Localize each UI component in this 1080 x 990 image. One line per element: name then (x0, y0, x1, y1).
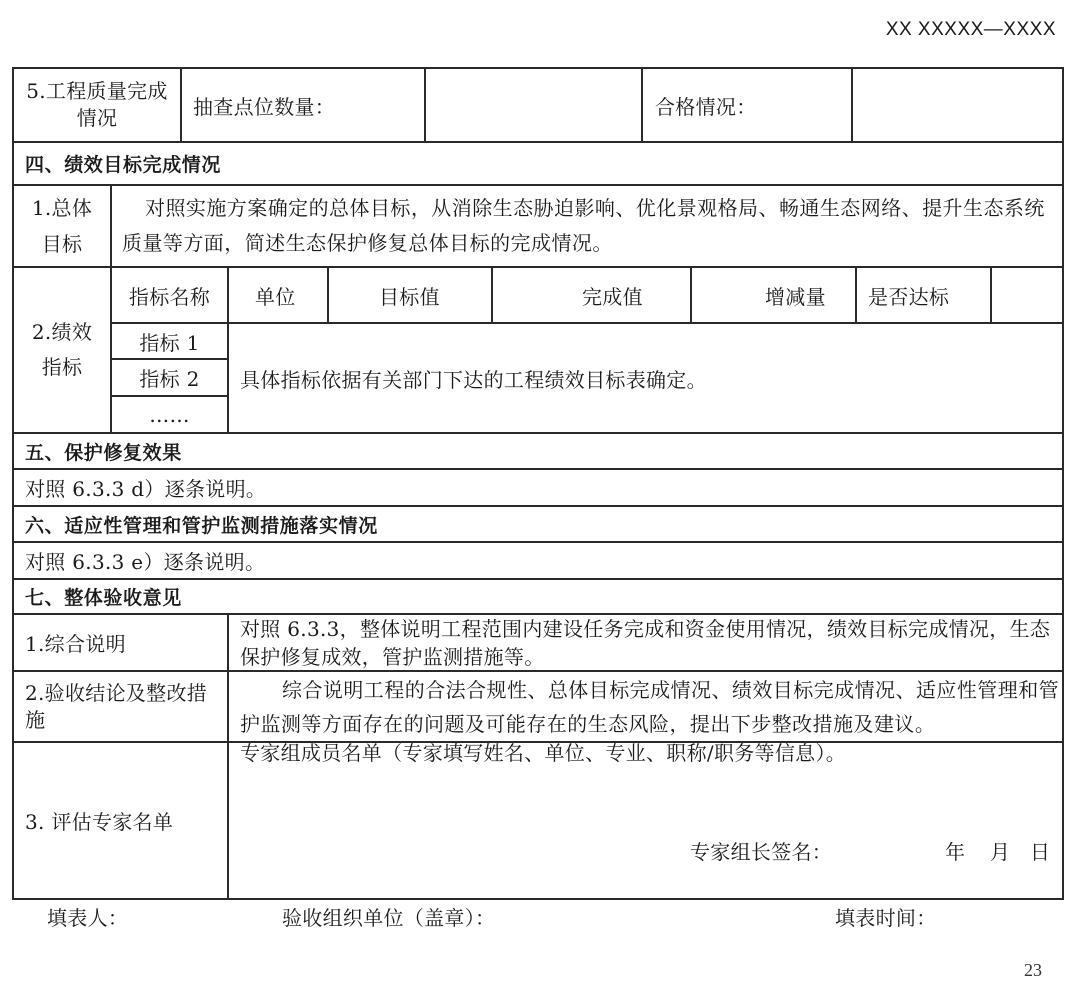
column-header-label: 单位 (255, 284, 296, 309)
section-4-title-cell (12, 141, 1064, 186)
column-header-label: 是否达标 (868, 284, 950, 309)
conclusion-text-line: 护监测等方面存在的问题及可能存在的生态风险，提出下步整改措施及建议。 (240, 711, 936, 736)
overall-target-text-cell (110, 184, 1064, 268)
column-header-completed-value (491, 266, 692, 324)
section-5-text-cell (12, 468, 1064, 507)
summary-text-cell (227, 613, 1064, 672)
section-4-title: 四、绩效目标完成情况 (25, 154, 222, 176)
date-month-label: 月 (990, 840, 1011, 864)
summary-text-line: 对照 6.3.3，整体说明工程范围内建设任务完成和资金使用情况，绩效目标完成情况，生态 (240, 616, 1051, 641)
indicators-note-cell (227, 322, 1064, 434)
date-year-label: 年 (945, 840, 966, 864)
leader-signature-label: 专家组长签名： (690, 840, 833, 864)
experts-label-cell (12, 741, 229, 900)
organizer-label: 验收组织单位（盖章）： (282, 906, 496, 930)
qualified-label: 合格情况： (655, 94, 757, 119)
column-header-met-target (855, 266, 992, 324)
indicator-row-label: …… (149, 402, 190, 427)
conclusion-label-line: 2.验收结论及整改措 (25, 680, 208, 705)
experts-instruction: 专家组成员名单（专家填写姓名、单位、专业、职称/职务等信息）。 (240, 741, 847, 765)
column-header-unit (227, 266, 329, 324)
qualified-value-cell (851, 67, 1064, 143)
section-5-title: 五、保护修复效果 (25, 441, 182, 464)
overall-target-text-line: 对照实施方案确定的总体目标，从消除生态胁迫影响、优化景观格局、畅通生态网络、提升生态系统 (145, 196, 1045, 220)
conclusion-text-cell (227, 670, 1064, 743)
summary-label: 1.综合说明 (25, 632, 126, 656)
column-header-change (690, 266, 857, 324)
experts-label: 3. 评估专家名单 (25, 810, 174, 834)
section-6-text: 对照 6.3.3 e）逐条说明。 (25, 550, 266, 574)
indicators-label-line: 2.绩效 (31, 320, 93, 344)
section-6-title: 六、适应性管理和管护监测措施落实情况 (25, 514, 378, 537)
indicator-row-1 (110, 322, 229, 360)
indicator-row-2 (110, 358, 229, 397)
quality-label-cell (12, 67, 182, 143)
indicators-label-line: 指标 (41, 355, 83, 379)
section-5-text: 对照 6.3.3 d）逐条说明。 (25, 477, 267, 501)
section-7-title: 七、整体验收意见 (25, 587, 182, 609)
indicator-row-label: 指标 2 (139, 367, 200, 391)
sample-points-label-cell (180, 67, 426, 143)
page-number: 23 (1024, 960, 1042, 980)
column-header-label: 目标值 (379, 284, 440, 309)
overall-target-label-line: 目标 (41, 232, 83, 256)
column-header-target-value (327, 266, 493, 324)
column-header-label: 增减量 (765, 284, 826, 309)
indicators-note: 具体指标依据有关部门下达的工程绩效目标表确定。 (240, 367, 707, 392)
column-header-indicator-name (110, 266, 229, 324)
quality-label-line: 情况 (76, 106, 118, 130)
sample-points-value-cell (424, 67, 643, 143)
filler-label: 填表人： (47, 906, 129, 930)
overall-target-label-cell (12, 184, 112, 268)
fill-date-label: 填表时间： (835, 906, 937, 930)
conclusion-text-line: 综合说明工程的合法合规性、总体目标完成情况、绩效目标完成情况、适应性管理和管 (282, 677, 1060, 702)
section-6-title-cell (12, 505, 1064, 543)
document-code: XX XXXXX—XXXX (885, 19, 1056, 40)
summary-text-line: 保护修复成效，管护监测措施等。 (240, 644, 545, 669)
column-header-empty (990, 266, 1064, 324)
conclusion-label-line: 施 (25, 707, 46, 732)
sample-points-label: 抽查点位数量： (193, 94, 336, 119)
section-5-title-cell (12, 432, 1064, 470)
indicators-label-cell (12, 266, 112, 434)
overall-target-text-line: 质量等方面，简述生态保护修复总体目标的完成情况。 (122, 231, 613, 255)
experts-content-cell (227, 741, 1064, 900)
quality-label-line: 5.工程质量完成 (26, 79, 168, 103)
section-6-text-cell (12, 541, 1064, 580)
conclusion-label-cell (12, 670, 229, 743)
section-7-title-cell (12, 578, 1064, 615)
overall-target-label-line: 1.总体 (31, 196, 93, 220)
column-header-label: 完成值 (582, 284, 643, 309)
indicator-row-label: 指标 1 (139, 330, 200, 355)
qualified-label-cell (641, 67, 853, 143)
indicator-row-ellipsis (110, 395, 229, 434)
summary-label-cell (12, 613, 229, 672)
column-header-label: 指标名称 (128, 284, 211, 309)
date-day-label: 日 (1030, 840, 1051, 864)
